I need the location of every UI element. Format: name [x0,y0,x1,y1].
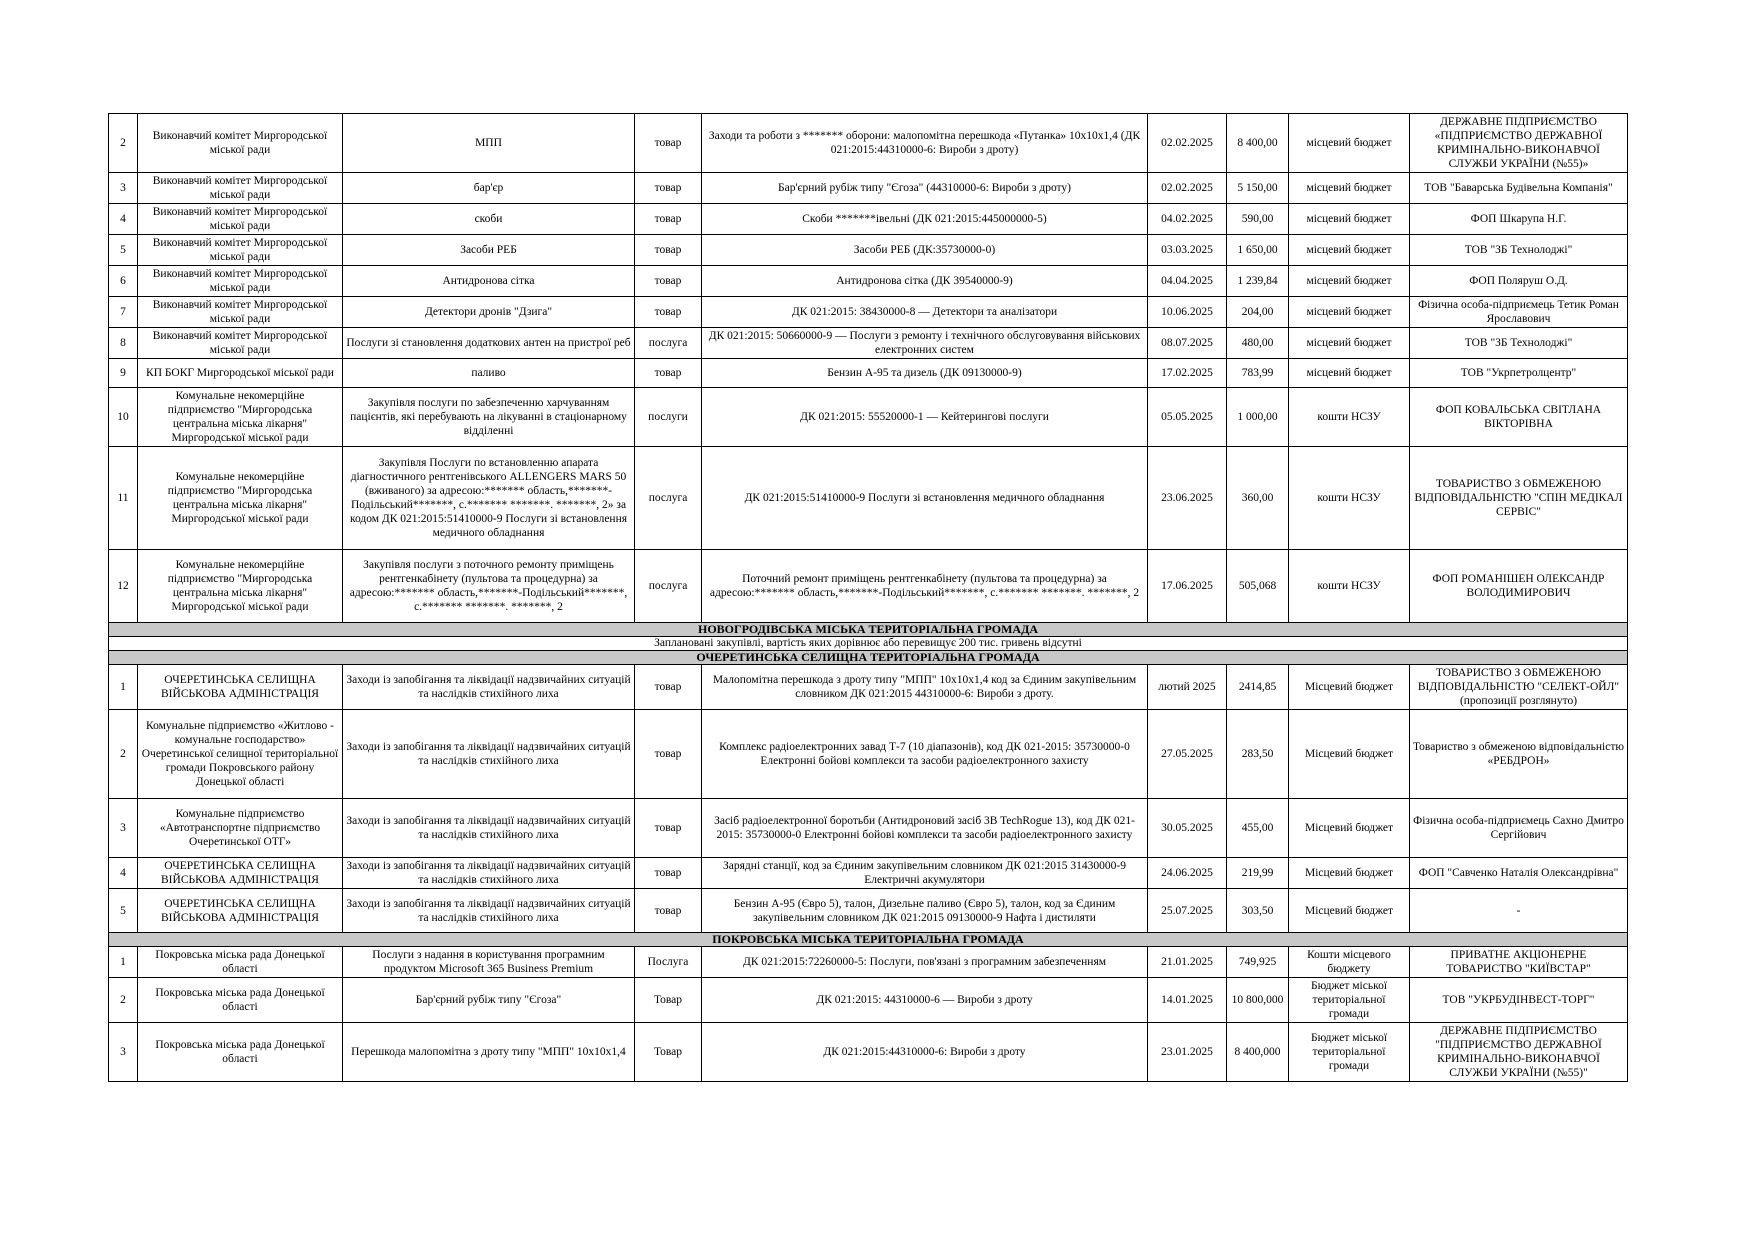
type-cell: послуга [635,447,702,550]
funding-cell: Місцевий бюджет [1289,665,1410,710]
supplier-cell: ФОП КОВАЛЬСЬКА СВІТЛАНА ВІКТОРІВНА [1410,388,1628,447]
table-row [109,550,1628,623]
description-cell: Зарядні станції, код за Єдиним закупівельним словником ДК 021:2015 31430000-9 Електричні акумулятори [702,858,1148,889]
row-number-cell: 11 [109,447,138,550]
supplier-cell: ФОП Шкарупа Н.Г. [1410,204,1628,235]
section-title: ПОКРОВСЬКА МІСЬКА ТЕРИТОРІАЛЬНА ГРОМАДА [109,933,1628,947]
supplier-cell: ДЕРЖАВНЕ ПІДПРИЄМСТВО "ПІДПРИЄМСТВО ДЕРЖАВНОЇ КРИМІНАЛЬНО-ВИКОНАВЧОЇ СЛУЖБИ УКРАЇНИ (№55)" [1410,1023,1628,1082]
funding-cell: Бюджет міської територіальної громади [1289,978,1410,1023]
table-row [109,297,1628,328]
amount-cell: 5 150,00 [1227,173,1289,204]
date-cell: 10.06.2025 [1148,297,1227,328]
note-row [109,637,1628,651]
row-number-cell: 3 [109,1023,138,1082]
type-cell: Послуга [635,947,702,978]
amount-cell: 480,00 [1227,328,1289,359]
organizer-cell: ОЧЕРЕТИНСЬКА СЕЛИЩНА ВІЙСЬКОВА АДМІНІСТРАЦІЯ [138,665,343,710]
organizer-cell: Виконавчий комітет Миргородської міської ради [138,114,343,173]
amount-cell: 1 000,00 [1227,388,1289,447]
type-cell: товар [635,266,702,297]
subject-cell: Детектори дронів "Дзига" [343,297,635,328]
amount-cell: 783,99 [1227,359,1289,388]
description-cell: Засіб радіоелектронної боротьби (Антидроновий засіб 3B TechRogue 13), код ДК 021-2015: 35730000-0 Електронні бойові комплекси та засоби радіоелектронного захисту [702,799,1148,858]
subject-cell: Антидронова сітка [343,266,635,297]
date-cell: 03.03.2025 [1148,235,1227,266]
date-cell: 25.07.2025 [1148,889,1227,933]
funding-cell: місцевий бюджет [1289,235,1410,266]
row-number-cell: 2 [109,114,138,173]
date-cell: 17.02.2025 [1148,359,1227,388]
funding-cell: місцевий бюджет [1289,204,1410,235]
funding-cell: кошти НСЗУ [1289,388,1410,447]
description-cell: ДК 021:2015:72260000-5: Послуги, пов'язані з програмним забезпеченням [702,947,1148,978]
description-cell: ДК 021:2015:44310000-6: Вироби з дроту [702,1023,1148,1082]
table-row [109,1023,1628,1082]
funding-cell: кошти НСЗУ [1289,447,1410,550]
subject-cell: Закупівля Послуги по встановленню апарата діагностичного рентгенівського ALLENGERS MARS 50 (вживаного) за адресою:******* область,*******-Подільський*******, с.******* *******. *******, 2» за кодом ДК 021:2015:51410000-9 Послуги зі встановлення медичного обладнання [343,447,635,550]
organizer-cell: Виконавчий комітет Миргородської міської ради [138,173,343,204]
type-cell: Товар [635,978,702,1023]
supplier-cell: ТОВ "ЗБ Технолоджі" [1410,328,1628,359]
description-cell: ДК 021:2015: 38430000-8 — Детектори та аналізатори [702,297,1148,328]
amount-cell: 1 650,00 [1227,235,1289,266]
date-cell: 21.01.2025 [1148,947,1227,978]
date-cell: 24.06.2025 [1148,858,1227,889]
section-header-row [109,623,1628,637]
row-number-cell: 6 [109,266,138,297]
supplier-cell: - [1410,889,1628,933]
table-row [109,204,1628,235]
row-number-cell: 12 [109,550,138,623]
amount-cell: 590,00 [1227,204,1289,235]
supplier-cell: ПРИВАТНЕ АКЦІОНЕРНЕ ТОВАРИСТВО "КИЇВСТАР" [1410,947,1628,978]
subject-cell: МПП [343,114,635,173]
supplier-cell: ФОП "Савченко Наталія Олександрівна" [1410,858,1628,889]
description-cell: ДК 021:2015: 44310000-6 — Вироби з дроту [702,978,1148,1023]
table-row [109,978,1628,1023]
row-number-cell: 5 [109,235,138,266]
supplier-cell: Фізична особа-підприємець Сахно Дмитро Сергійович [1410,799,1628,858]
description-cell: ДК 021:2015: 55520000-1 — Кейтерингові послуги [702,388,1148,447]
table-row [109,388,1628,447]
table-row [109,328,1628,359]
organizer-cell: Комунальне некомерційне підприємство "Миргородська центральна міська лікарня" Миргородської міської ради [138,447,343,550]
supplier-cell: ТОВ "ЗБ Технолоджі" [1410,235,1628,266]
organizer-cell: Покровська міська рада Донецької області [138,1023,343,1082]
type-cell: товар [635,173,702,204]
table-row [109,947,1628,978]
supplier-cell: ТОВАРИСТВО З ОБМЕЖЕНОЮ ВІДПОВІДАЛЬНІСТЮ "СЕЛЕКТ-ОЙЛ" (пропозиції розглянуто) [1410,665,1628,710]
funding-cell: Місцевий бюджет [1289,799,1410,858]
description-cell: ДК 021:2015: 50660000-9 — Послуги з ремонту і технічного обслуговування військових електронних систем [702,328,1148,359]
type-cell: послуга [635,550,702,623]
amount-cell: 8 400,00 [1227,114,1289,173]
organizer-cell: Комунальне підприємство «Автотранспортне підприємство Очеретинської ОТГ» [138,799,343,858]
description-cell: Заходи та роботи з ******* оборони: малопомітна перешкода «Путанка» 10х10х1,4 (ДК 021:2015:44310000-6: Вироби з дроту) [702,114,1148,173]
row-number-cell: 2 [109,710,138,799]
funding-cell: кошти НСЗУ [1289,550,1410,623]
type-cell: послуга [635,328,702,359]
procurement-table [108,113,1628,1082]
description-cell: Бензин А-95 та дизель (ДК 09130000-9) [702,359,1148,388]
type-cell: товар [635,204,702,235]
type-cell: товар [635,710,702,799]
organizer-cell: Виконавчий комітет Миргородської міської ради [138,204,343,235]
row-number-cell: 1 [109,947,138,978]
section-title: НОВОГРОДІВСЬКА МІСЬКА ТЕРИТОРІАЛЬНА ГРОМАДА [109,623,1628,637]
organizer-cell: ОЧЕРЕТИНСЬКА СЕЛИЩНА ВІЙСЬКОВА АДМІНІСТРАЦІЯ [138,889,343,933]
row-number-cell: 9 [109,359,138,388]
amount-cell: 360,00 [1227,447,1289,550]
organizer-cell: Виконавчий комітет Миргородської міської ради [138,266,343,297]
subject-cell: Закупівля послуги по забезпеченню харчуванням пацієнтів, які перебувають на лікуванні в стаціонарному відділенні [343,388,635,447]
amount-cell: 8 400,000 [1227,1023,1289,1082]
funding-cell: місцевий бюджет [1289,297,1410,328]
organizer-cell: Комунальне підприємство «Житлово - комунальне господарство» Очеретинської селищної територіальної громади Покровського району Донецької області [138,710,343,799]
supplier-cell: ФОП РОМАНІШЕН ОЛЕКСАНДР ВОЛОДИМИРОВИЧ [1410,550,1628,623]
supplier-cell: ТОВ "Укрпетролцентр" [1410,359,1628,388]
supplier-cell: ДЕРЖАВНЕ ПІДПРИЄМСТВО «ПІДПРИЄМСТВО ДЕРЖАВНОЇ КРИМІНАЛЬНО-ВИКОНАВЧОЇ СЛУЖБИ УКРАЇНИ (№55)» [1410,114,1628,173]
description-cell: Комплекс радіоелектронних завад Т-7 (10 діапазонів), код ДК 021-2015: 35730000-0 Електронні бойові комплекси та засоби радіоелектронного захисту [702,710,1148,799]
funding-cell: Місцевий бюджет [1289,889,1410,933]
supplier-cell: ТОВАРИСТВО З ОБМЕЖЕНОЮ ВІДПОВІДАЛЬНІСТЮ "СПІН МЕДІКАЛ СЕРВІС" [1410,447,1628,550]
organizer-cell: КП БОКГ Миргородської міської ради [138,359,343,388]
subject-cell: Перешкода малопомітна з дроту типу "МПП" 10х10х1,4 [343,1023,635,1082]
table-row [109,710,1628,799]
date-cell: 05.05.2025 [1148,388,1227,447]
organizer-cell: Виконавчий комітет Миргородської міської ради [138,297,343,328]
subject-cell: скоби [343,204,635,235]
section-header-row [109,651,1628,665]
type-cell: товар [635,858,702,889]
section-title: ОЧЕРЕТИНСЬКА СЕЛИЩНА ТЕРИТОРІАЛЬНА ГРОМАДА [109,651,1628,665]
date-cell: 14.01.2025 [1148,978,1227,1023]
type-cell: товар [635,235,702,266]
description-cell: ДК 021:2015:51410000-9 Послуги зі встановлення медичного обладнання [702,447,1148,550]
funding-cell: місцевий бюджет [1289,173,1410,204]
amount-cell: 1 239,84 [1227,266,1289,297]
supplier-cell: ФОП Поляруш О.Д. [1410,266,1628,297]
type-cell: товар [635,359,702,388]
description-cell: Бензин А-95 (Євро 5), талон, Дизельне паливо (Євро 5), талон, код за Єдиним закупівельним словником ДК 021:2015 09130000-9 Нафта і дистиляти [702,889,1148,933]
subject-cell: Закупівля послуги з поточного ремонту приміщень рентгенкабінету (пультова та процедурна) за адресою:******* область,*******-Подільський*******, с.******* *******. *******, 2 [343,550,635,623]
subject-cell: Послуги з надання в користування програмним продуктом Microsoft 365 Business Premium [343,947,635,978]
funding-cell: місцевий бюджет [1289,328,1410,359]
table-row [109,799,1628,858]
description-cell: Засоби РЕБ (ДК:35730000-0) [702,235,1148,266]
type-cell: товар [635,114,702,173]
supplier-cell: ТОВ "УКРБУДІНВЕСТ-ТОРГ" [1410,978,1628,1023]
row-number-cell: 5 [109,889,138,933]
funding-cell: місцевий бюджет [1289,266,1410,297]
amount-cell: 204,00 [1227,297,1289,328]
organizer-cell: Виконавчий комітет Миргородської міської ради [138,235,343,266]
amount-cell: 2414,85 [1227,665,1289,710]
date-cell: 02.02.2025 [1148,173,1227,204]
type-cell: Товар [635,1023,702,1082]
type-cell: товар [635,799,702,858]
subject-cell: Заходи із запобігання та ліквідації надзвичайних ситуацій та наслідків стихійного лиха [343,889,635,933]
subject-cell: Засоби РЕБ [343,235,635,266]
funding-cell: Місцевий бюджет [1289,710,1410,799]
organizer-cell: Покровська міська рада Донецької області [138,978,343,1023]
row-number-cell: 7 [109,297,138,328]
supplier-cell: Товариство з обмеженою відповідальністю «РЕБДРОН» [1410,710,1628,799]
organizer-cell: Виконавчий комітет Миргородської міської ради [138,328,343,359]
description-cell: Бар'єрний рубіж типу "Єгоза" (44310000-6: Вироби з дроту) [702,173,1148,204]
date-cell: 08.07.2025 [1148,328,1227,359]
table-row [109,447,1628,550]
row-number-cell: 4 [109,204,138,235]
row-number-cell: 10 [109,388,138,447]
amount-cell: 10 800,000 [1227,978,1289,1023]
organizer-cell: Покровська міська рада Донецької області [138,947,343,978]
table-row [109,114,1628,173]
subject-cell: Заходи із запобігання та ліквідації надзвичайних ситуацій та наслідків стихійного лиха [343,858,635,889]
description-cell: Скоби *******івельні (ДК 021:2015:445000000-5) [702,204,1148,235]
table-row [109,173,1628,204]
subject-cell: Бар'єрний рубіж типу "Єгоза" [343,978,635,1023]
funding-cell: місцевий бюджет [1289,114,1410,173]
subject-cell: Заходи із запобігання та ліквідації надзвичайних ситуацій та наслідків стихійного лиха [343,665,635,710]
funding-cell: Кошти місцевого бюджету [1289,947,1410,978]
date-cell: 23.06.2025 [1148,447,1227,550]
note-text: Заплановані закупівлі, вартість яких дорівнює або перевищує 200 тис. гривень відсутні [109,637,1628,651]
type-cell: товар [635,665,702,710]
row-number-cell: 3 [109,173,138,204]
amount-cell: 505,068 [1227,550,1289,623]
date-cell: 04.04.2025 [1148,266,1227,297]
date-cell: 27.05.2025 [1148,710,1227,799]
row-number-cell: 3 [109,799,138,858]
subject-cell: Заходи із запобігання та ліквідації надзвичайних ситуацій та наслідків стихійного лиха [343,710,635,799]
table-row [109,858,1628,889]
table-row [109,889,1628,933]
funding-cell: місцевий бюджет [1289,359,1410,388]
amount-cell: 749,925 [1227,947,1289,978]
subject-cell: Заходи із запобігання та ліквідації надзвичайних ситуацій та наслідків стихійного лиха [343,799,635,858]
amount-cell: 283,50 [1227,710,1289,799]
supplier-cell: Фізична особа-підприємець Тетик Роман Ярославович [1410,297,1628,328]
organizer-cell: ОЧЕРЕТИНСЬКА СЕЛИЩНА ВІЙСЬКОВА АДМІНІСТРАЦІЯ [138,858,343,889]
subject-cell: бар'єр [343,173,635,204]
row-number-cell: 2 [109,978,138,1023]
funding-cell: Місцевий бюджет [1289,858,1410,889]
description-cell: Поточний ремонт приміщень рентгенкабінету (пультова та процедурна) за адресою:******* область,*******-Подільський*******, с.******* *******. *******, 2 [702,550,1148,623]
amount-cell: 219,99 [1227,858,1289,889]
amount-cell: 303,50 [1227,889,1289,933]
amount-cell: 455,00 [1227,799,1289,858]
date-cell: 02.02.2025 [1148,114,1227,173]
date-cell: лютий 2025 [1148,665,1227,710]
supplier-cell: ТОВ "Баварська Будівельна Компанія" [1410,173,1628,204]
section-header-row [109,933,1628,947]
type-cell: товар [635,297,702,328]
row-number-cell: 8 [109,328,138,359]
type-cell: послуги [635,388,702,447]
type-cell: товар [635,889,702,933]
table-row [109,359,1628,388]
table-row [109,266,1628,297]
date-cell: 23.01.2025 [1148,1023,1227,1082]
table-row [109,665,1628,710]
subject-cell: паливо [343,359,635,388]
row-number-cell: 4 [109,858,138,889]
organizer-cell: Комунальне некомерційне підприємство "Миргородська центральна міська лікарня" Миргородської міської ради [138,550,343,623]
table-row [109,235,1628,266]
date-cell: 30.05.2025 [1148,799,1227,858]
row-number-cell: 1 [109,665,138,710]
date-cell: 17.06.2025 [1148,550,1227,623]
description-cell: Малопомітна перешкода з дроту типу "МПП" 10х10х1,4 код за Єдиним закупівельним словником ДК 021:2015 44310000-6: Вироби з дроту. [702,665,1148,710]
description-cell: Антидронова сітка (ДК 39540000-9) [702,266,1148,297]
organizer-cell: Комунальне некомерційне підприємство "Миргородська центральна міська лікарня" Миргородської міської ради [138,388,343,447]
date-cell: 04.02.2025 [1148,204,1227,235]
subject-cell: Послуги зі становлення додаткових антен на пристрої реб [343,328,635,359]
funding-cell: Бюджет міської територіальної громади [1289,1023,1410,1082]
